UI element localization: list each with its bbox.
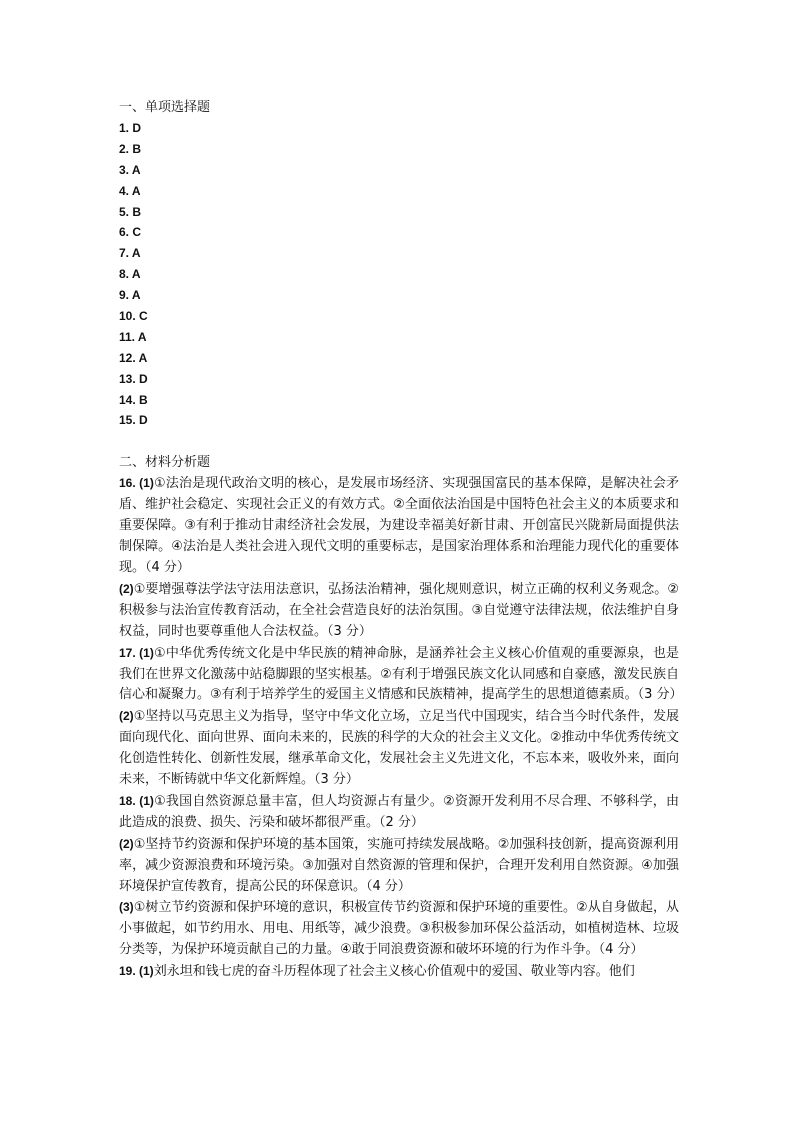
- answer-item: 14. B: [119, 392, 148, 407]
- answer-paragraph-17-2: [119, 706, 679, 791]
- answer-item: 10. C: [119, 309, 148, 324]
- answer-paragraph-16-2: [119, 579, 679, 643]
- section-title-single-choice: 一、单项选择题: [119, 100, 211, 115]
- answer-item: 15. D: [119, 413, 148, 428]
- answer-text: 刘永坦和钱七虎的奋斗历程体现了社会主义核心价值观中的爱国、敬业等内容。他们: [153, 964, 635, 980]
- answer-text: ①坚持以马克思主义为指导，坚守中华文化立场，立足当代中国现实，结合当今时代条件，发展面向现代化、面向世界、面向未来的，民族的科学的大众的社会主义文化。②推动中华优秀传统文化创造性转化、创新性发展，继承革命文化，发展社会主义先进文化，不忘本来，吸收外来，面向未来，不断铸就中华文化新辉煌。（3 分）: [119, 709, 679, 788]
- section-title-material-analysis: 二、材料分析题: [119, 455, 211, 471]
- answer-item: 8. A: [119, 267, 141, 282]
- answer-item: 12. A: [119, 350, 148, 365]
- answer-item: 1. D: [119, 121, 142, 135]
- question-number: (2): [119, 836, 134, 851]
- answer-list: [119, 118, 679, 431]
- question-number: (2): [119, 709, 134, 724]
- answer-item: 9. A: [119, 288, 141, 303]
- question-number: (3): [119, 900, 134, 915]
- answer-paragraph-16-1: [119, 473, 679, 579]
- question-number: 19. (1): [119, 964, 154, 979]
- answer-item: 3. A: [119, 162, 141, 177]
- answer-paragraph-18-1: [119, 791, 679, 834]
- answer-item: 2. B: [119, 141, 142, 156]
- answer-paragraph-18-3: [119, 897, 679, 961]
- question-number: 18. (1): [119, 793, 154, 808]
- answer-paragraph-17-1: [119, 643, 683, 707]
- question-number: (2): [119, 581, 134, 596]
- answer-text: ①要增强尊法学法守法用法意识，弘扬法治精神，强化规则意识，树立正确的权利义务观念。②积极参与法治宣传教育活动，在全社会营造良好的法治氛围。③自觉遵守法律法规，依法维护自身权益，同时也要尊重他人合法权益。（3 分）: [119, 581, 679, 639]
- document-page: [119, 97, 683, 983]
- question-number: 16. (1): [119, 476, 154, 491]
- answer-text: ①中华优秀传统文化是中华民族的精神命脉，是涵养社会主义核心价值观的重要源泉，也是我们在世界文化激荡中站稳脚跟的坚实根基。②有利于增强民族文化认同感和自豪感，激发民族自信心和凝聚力。③有利于培养学生的爱国主义情感和民族精神，提高学生的思想道德素质。（3 分）: [119, 645, 683, 703]
- section-gap: [119, 431, 679, 452]
- question-number: 17. (1): [119, 645, 154, 660]
- answer-item: 6. C: [119, 225, 142, 240]
- answer-item: 13. D: [119, 371, 148, 386]
- answer-paragraph-19-1: [119, 961, 679, 983]
- answer-item: 11. A: [119, 329, 147, 344]
- answer-paragraph-18-2: [119, 834, 679, 898]
- answer-item: 7. A: [119, 246, 141, 261]
- answer-item: 4. A: [119, 183, 141, 198]
- answer-text: ①树立节约资源和保护环境的意识，积极宣传节约资源和保护环境的重要性。②从自身做起，从小事做起，如节约用水、用电、用纸等，减少浪费。③积极参加环保公益活动，如植树造林、垃圾分类等，为保护环境贡献自己的力量。④敢于同浪费资源和破坏环境的行为作斗争。（4 分）: [119, 900, 679, 958]
- answer-item: 5. B: [119, 204, 142, 219]
- answer-text: ①我国自然资源总量丰富，但人均资源占有量少。②资源开发利用不尽合理、不够科学，由此造成的浪费、损失、污染和破坏都很严重。（2 分）: [119, 793, 680, 830]
- answer-text: ①法治是现代政治文明的核心，是发展市场经济、实现强国富民的基本保障，是解决社会矛盾、维护社会稳定、实现社会正义的有效方式。②全面依法治国是中国特色社会主义的本质要求和重要保障。③有利于推动甘肃经济社会发展，为建设幸福美好新甘肃、开创富民兴陇新局面提供法制保障。④法治是人类社会进入现代文明的重要标志，是国家治理体系和治理能力现代化的重要体现。（4 分）: [119, 476, 680, 575]
- answer-text: ①坚持节约资源和保护环境的基本国策，实施可持续发展战略。②加强科技创新，提高资源利用率，减少资源浪费和环境污染。③加强对自然资源的管理和保护，合理开发利用自然资源。④加强环境保护宣传教育，提高公民的环保意识。（4 分）: [119, 836, 679, 894]
